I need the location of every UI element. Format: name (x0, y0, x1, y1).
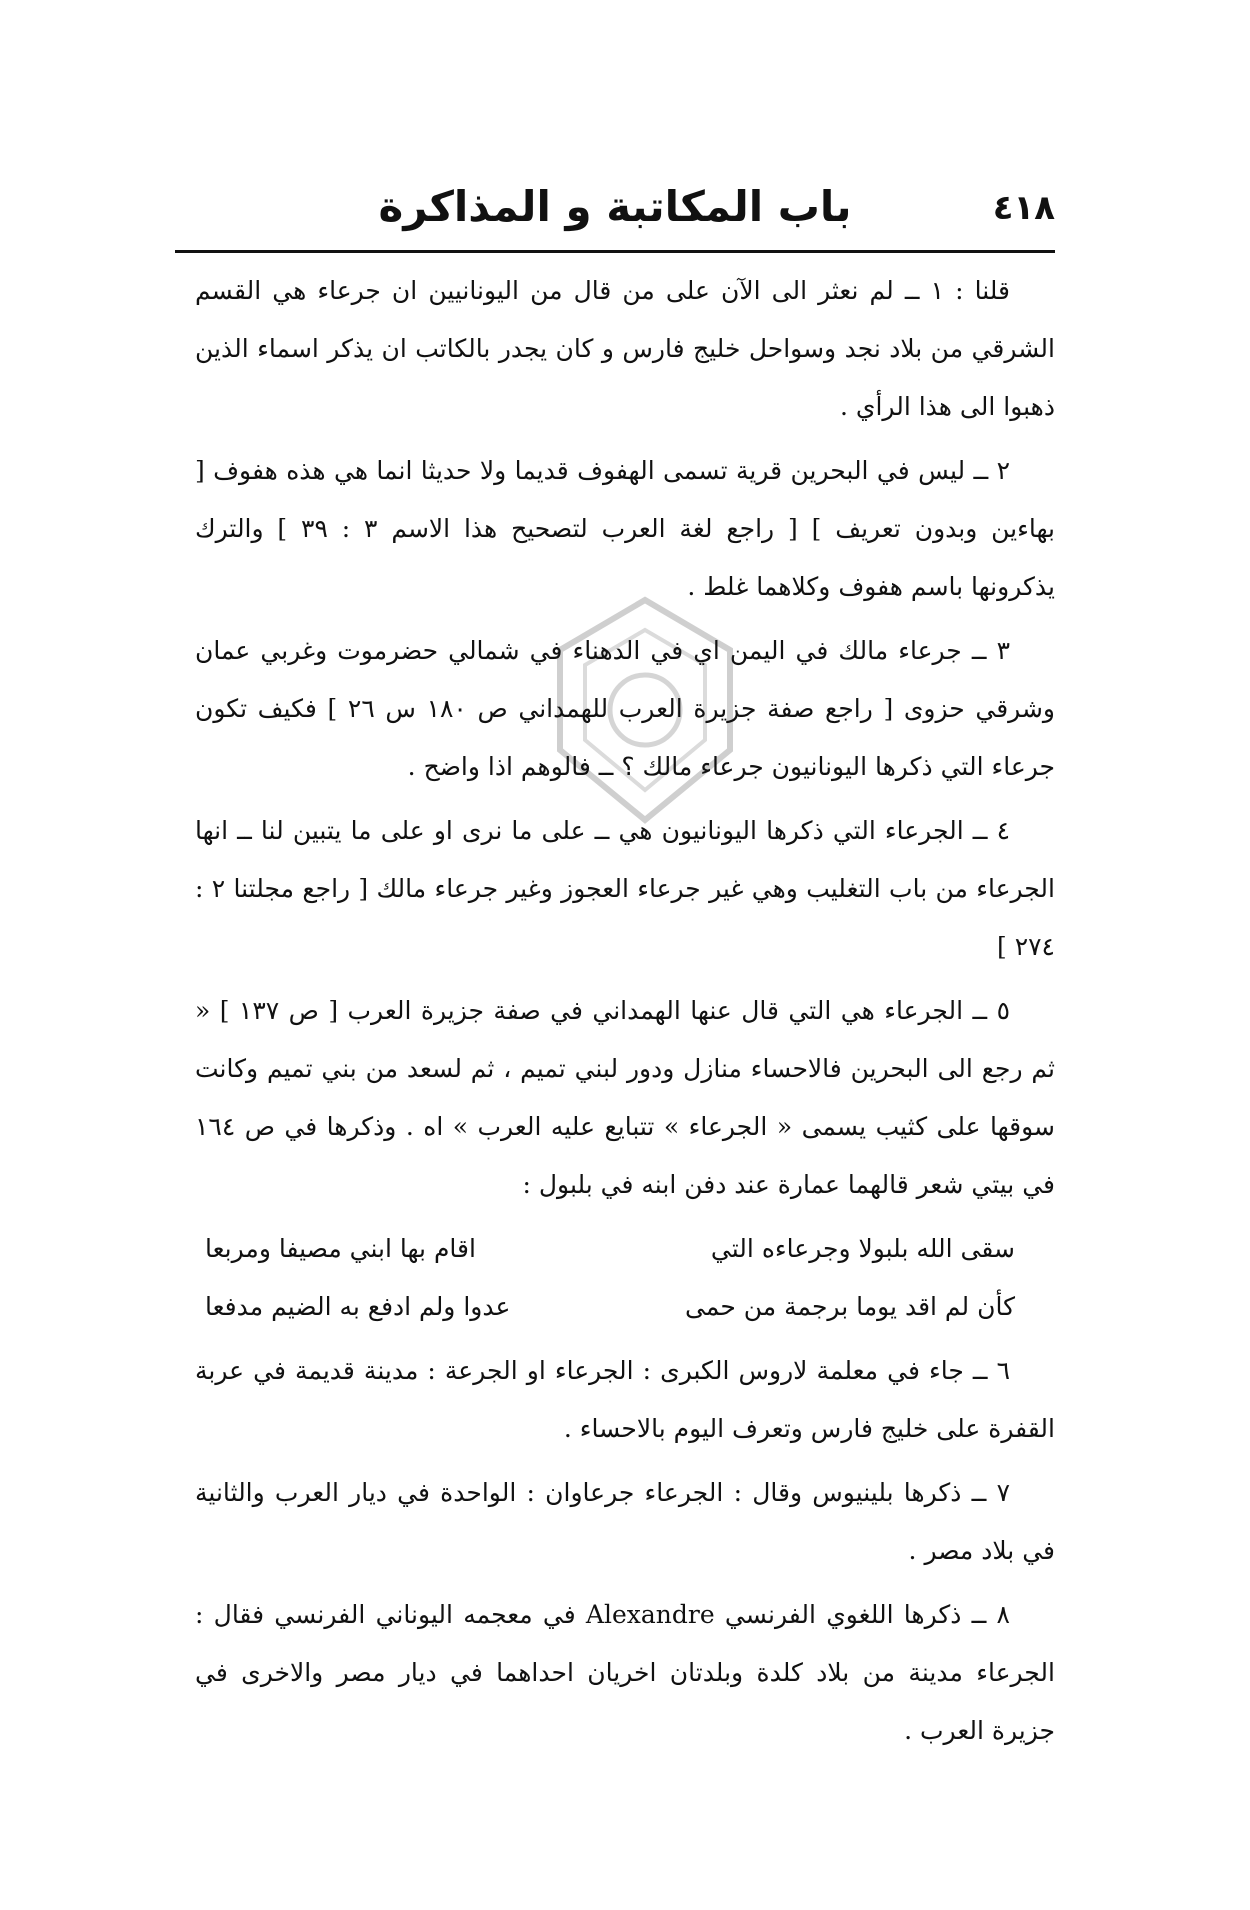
latin-name: Alexandre (585, 1600, 715, 1629)
article-body (195, 262, 1055, 1766)
paragraph-6: ٦ ــ جاء في معلمة لاروس الكبرى : الجرعاء او الجرعة : مدينة قديمة في عربة القفرة على خليج فارس وتعرف اليوم بالاحساء . (195, 1356, 1055, 1443)
header-rule (175, 250, 1055, 253)
verse-2-first-hemistich: كأن لم اقد يوما برجمة من حمى (685, 1292, 1015, 1321)
section-title: باب المكاتبة و المذاكرة (378, 182, 852, 231)
paragraph-8-start: ٨ ــ ذكرها اللغوي الفرنسي (724, 1600, 1010, 1629)
verse-1-second-hemistich: اقام بها ابني مصيفا ومربعا (205, 1234, 476, 1263)
paragraph-5: ٥ ــ الجرعاء هي التي قال عنها الهمداني في صفة جزيرة العرب [ ص ١٣٧ ] « ثم رجع الى البحرين فالاحساء منازل ودور لبني تميم ، ثم لسعد من بني تميم وكانت سوقها على كثيب يسمى « الجرعاء » تتبايع عليه العرب » اه . وذكرها في ص ١٦٤ في بيتي شعر قالهما عمارة عند دفن ابنه في بلبول : (195, 996, 1055, 1199)
paragraph-2: ٢ ــ ليس في البحرين قرية تسمى الهفوف قديما ولا حديثا انما هي هذه هفوف [ بهاءين وبدون تعريف ] [ راجع لغة العرب لتصحيح هذا الاسم ٣ : ٣٩ ] والترك يذكرونها باسم هفوف وكلاهما غلط . (195, 456, 1055, 601)
page-number: ٤١٨ (992, 188, 1055, 228)
paragraph-8-rest: في معجمه اليوناني الفرنسي فقال : الجرعاء مدينة من بلاد كلدة وبلدتان اخريان احداهما في ديار مصر والاخرى في جزيرة العرب . (195, 1600, 1055, 1745)
paragraph-3: ٣ ــ جرعاء مالك في اليمن اي في الدهناء في شمالي حضرموت وغربي عمان وشرقي حزوى [ راجع صفة جزيرة العرب للهمداني ص ١٨٠ س ٢٦ ] فكيف تكون جرعاء التي ذكرها اليونانيون جرعاء مالك ؟ ــ فالوهم اذا واضح . (195, 636, 1055, 781)
paragraph-7: ٧ ــ ذكرها بلينيوس وقال : الجرعاء جرعاوان : الواحدة في ديار العرب والثانية في بلاد مصر . (195, 1478, 1055, 1565)
verse-line-2 (195, 1278, 1055, 1336)
poem-verses (195, 1220, 1055, 1336)
paragraph-8 (195, 1586, 1055, 1760)
paragraph-1: قلنا : ١ ــ لم نعثر الى الآن على من قال من اليونانيين ان جرعاء هي القسم الشرقي من بلاد نجد وسواحل خليج فارس و كان يجدر بالكاتب ان يذكر اسماء الذين ذهبوا الى هذا الرأي . (195, 276, 1055, 421)
verse-line-1 (195, 1220, 1055, 1278)
page-header (175, 182, 1055, 252)
verse-2-second-hemistich: عدوا ولم ادفع به الضيم مدفعا (205, 1292, 511, 1321)
verse-1-first-hemistich: سقى الله بلبولا وجرعاءه التي (710, 1234, 1015, 1263)
paragraph-4: ٤ ــ الجرعاء التي ذكرها اليونانيون هي ــ على ما نرى او على ما يتبين لنا ــ انها الجرعاء من باب التغليب وهي غير جرعاء العجوز وغير جرعاء مالك [ راجع مجلتنا ٢ : ٢٧٤ ] (195, 816, 1055, 961)
